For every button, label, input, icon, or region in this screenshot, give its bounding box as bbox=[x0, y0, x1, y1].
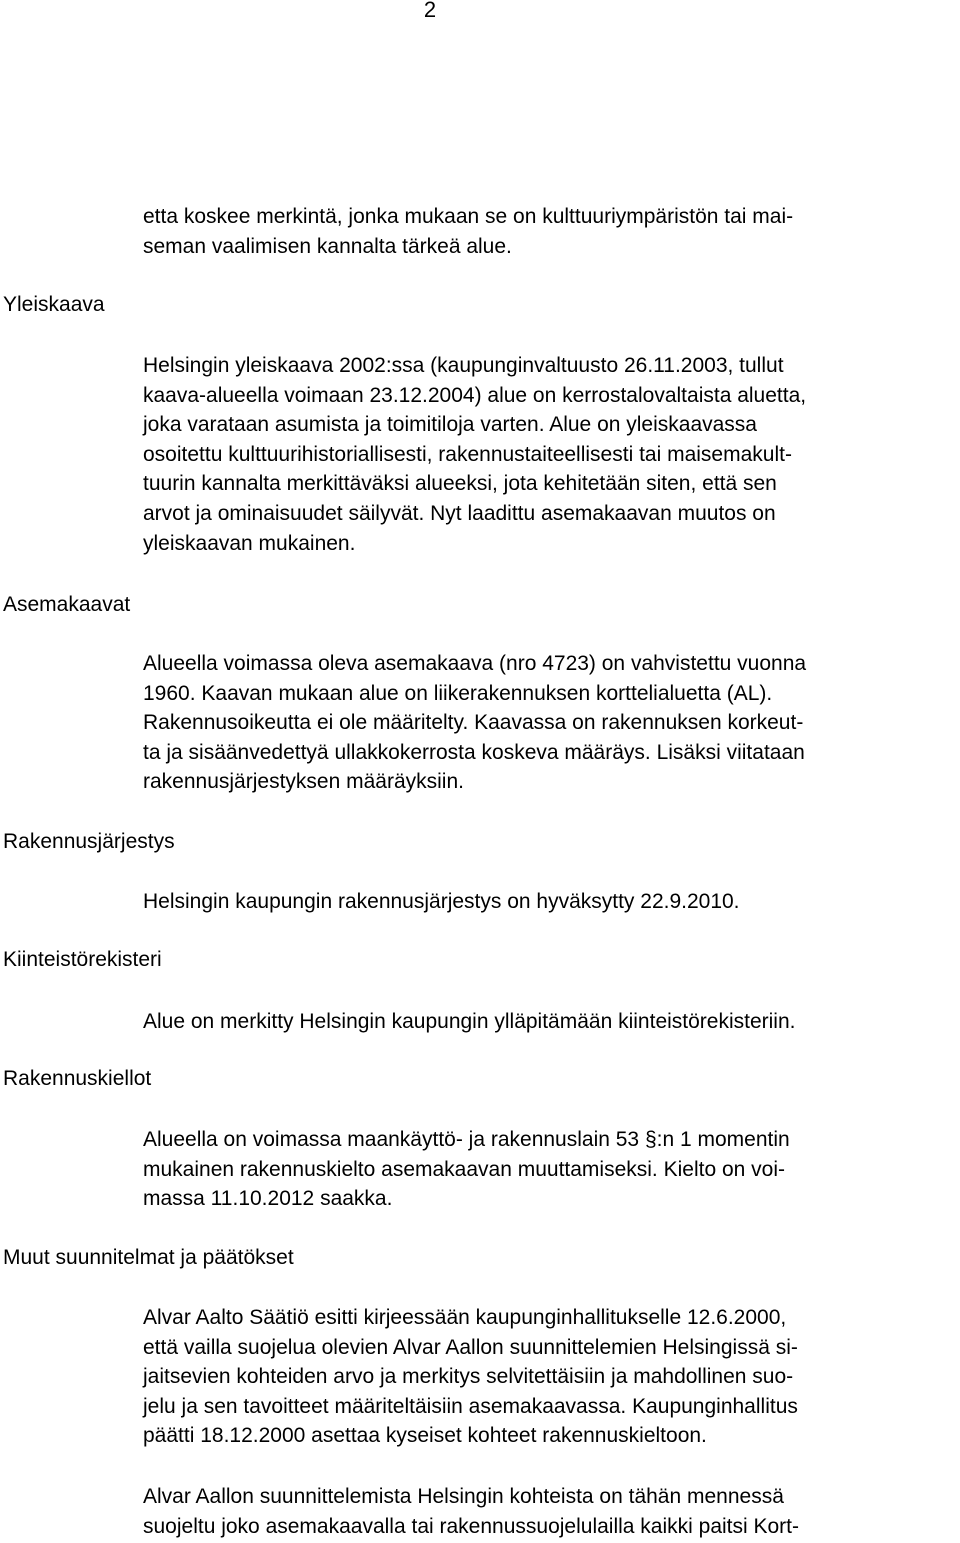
paragraph-line: Alue on merkitty Helsingin kaupungin ylläpitämään kiinteistörekisteriin. bbox=[143, 1010, 796, 1033]
paragraph-line: jaitsevien kohteiden arvo ja merkitys selvitettäisiin ja mahdollinen suo- bbox=[143, 1365, 794, 1389]
paragraph-rakennuskiellot bbox=[143, 1125, 790, 1214]
paragraph-line: Alvar Aallon suunnittelemista Helsingin kohteista on tähän mennessä bbox=[143, 1485, 784, 1508]
heading-rakennuskiellot: Rakennuskiellot bbox=[3, 1067, 152, 1090]
paragraph-line: rakennusjärjestyksen määräyksiin. bbox=[143, 770, 464, 794]
heading-rakennusjarjestys: Rakennusjärjestys bbox=[3, 830, 175, 853]
paragraph-line: Helsingin yleiskaava 2002:ssa (kaupunginvaltuusto 26.11.2003, tullut bbox=[143, 354, 784, 377]
paragraph-line: suojeltu joko asemakaavalla tai rakennussuojelulailla kaikki paitsi Kort- bbox=[143, 1514, 800, 1538]
paragraph-line: Helsingin kaupungin rakennusjärjestys on hyväksytty 22.9.2010. bbox=[143, 890, 740, 913]
paragraph-line: massa 11.10.2012 saakka. bbox=[143, 1187, 393, 1211]
paragraph-line: Alvar Aalto Säätiö esitti kirjeessään kaupunginhallitukselle 12.6.2000, bbox=[143, 1306, 787, 1329]
paragraph-yleiskaava bbox=[143, 351, 806, 558]
paragraph-muut-1 bbox=[143, 1303, 798, 1451]
paragraph-line: osoitettu kulttuurihistoriallisesti, rakennustaiteellisesti tai maisemakult- bbox=[143, 442, 792, 466]
paragraph-intro bbox=[143, 202, 793, 261]
paragraph-line: mukainen rakennuskielto asemakaavan muuttamiseksi. Kielto on voi- bbox=[143, 1157, 785, 1181]
paragraph-line: jelu ja sen tavoitteet määriteltäisiin asemakaavassa. Kaupunginhallitus bbox=[143, 1394, 798, 1418]
paragraph-line: arvot ja ominaisuudet säilyvät. Nyt laadittu asemakaavan muutos on bbox=[143, 501, 776, 525]
paragraph-line: Rakennusoikeutta ei ole määritelty. Kaavassa on rakennuksen korkeut- bbox=[143, 711, 804, 735]
paragraph-line: kaava-alueella voimaan 23.12.2004) alue on kerrostalovaltaista aluetta, bbox=[143, 383, 807, 407]
heading-kiinteistorekisteri: Kiinteistörekisteri bbox=[3, 948, 162, 971]
paragraph-kiinteistorekisteri bbox=[143, 1007, 796, 1037]
paragraph-line: että vailla suojelua olevien Alvar Aallon suunnittelemien Helsingissä si- bbox=[143, 1335, 798, 1359]
paragraph-line: 1960. Kaavan mukaan alue on liikerakennuksen korttelialuetta (AL). bbox=[143, 681, 773, 705]
paragraph-line: päätti 18.12.2000 asettaa kyseiset kohteet rakennuskieltoon. bbox=[143, 1424, 707, 1448]
paragraph-line: Alueella on voimassa maankäyttö- ja rakennuslain 53 §:n 1 momentin bbox=[143, 1128, 790, 1151]
paragraph-asemakaavat bbox=[143, 649, 806, 797]
heading-yleiskaava: Yleiskaava bbox=[3, 293, 105, 316]
page-number: 2 bbox=[423, 0, 437, 22]
paragraph-rakennusjarjestys bbox=[143, 887, 740, 917]
heading-asemakaavat: Asemakaavat bbox=[3, 593, 131, 616]
paragraph-line: tuurin kannalta merkittäväksi alueeksi, jota kehitetään siten, että sen bbox=[143, 472, 777, 496]
paragraph-line: ta ja sisäänvedettyä ullakkokerrosta koskeva määräys. Lisäksi viitataan bbox=[143, 740, 805, 764]
heading-muut-suunnitelmat: Muut suunnitelmat ja päätökset bbox=[3, 1246, 294, 1269]
paragraph-line: Alueella voimassa oleva asemakaava (nro 4723) on vahvistettu vuonna bbox=[143, 652, 807, 675]
paragraph-line: seman vaalimisen kannalta tärkeä alue. bbox=[143, 234, 512, 258]
paragraph-line: joka varataan asumista ja toimitiloja varten. Alue on yleiskaavassa bbox=[143, 413, 757, 437]
paragraph-line: yleiskaavan mukainen. bbox=[143, 531, 356, 555]
paragraph-line: etta koskee merkintä, jonka mukaan se on kulttuuriympäristön tai mai- bbox=[143, 205, 794, 228]
paragraph-muut-2 bbox=[143, 1482, 799, 1541]
